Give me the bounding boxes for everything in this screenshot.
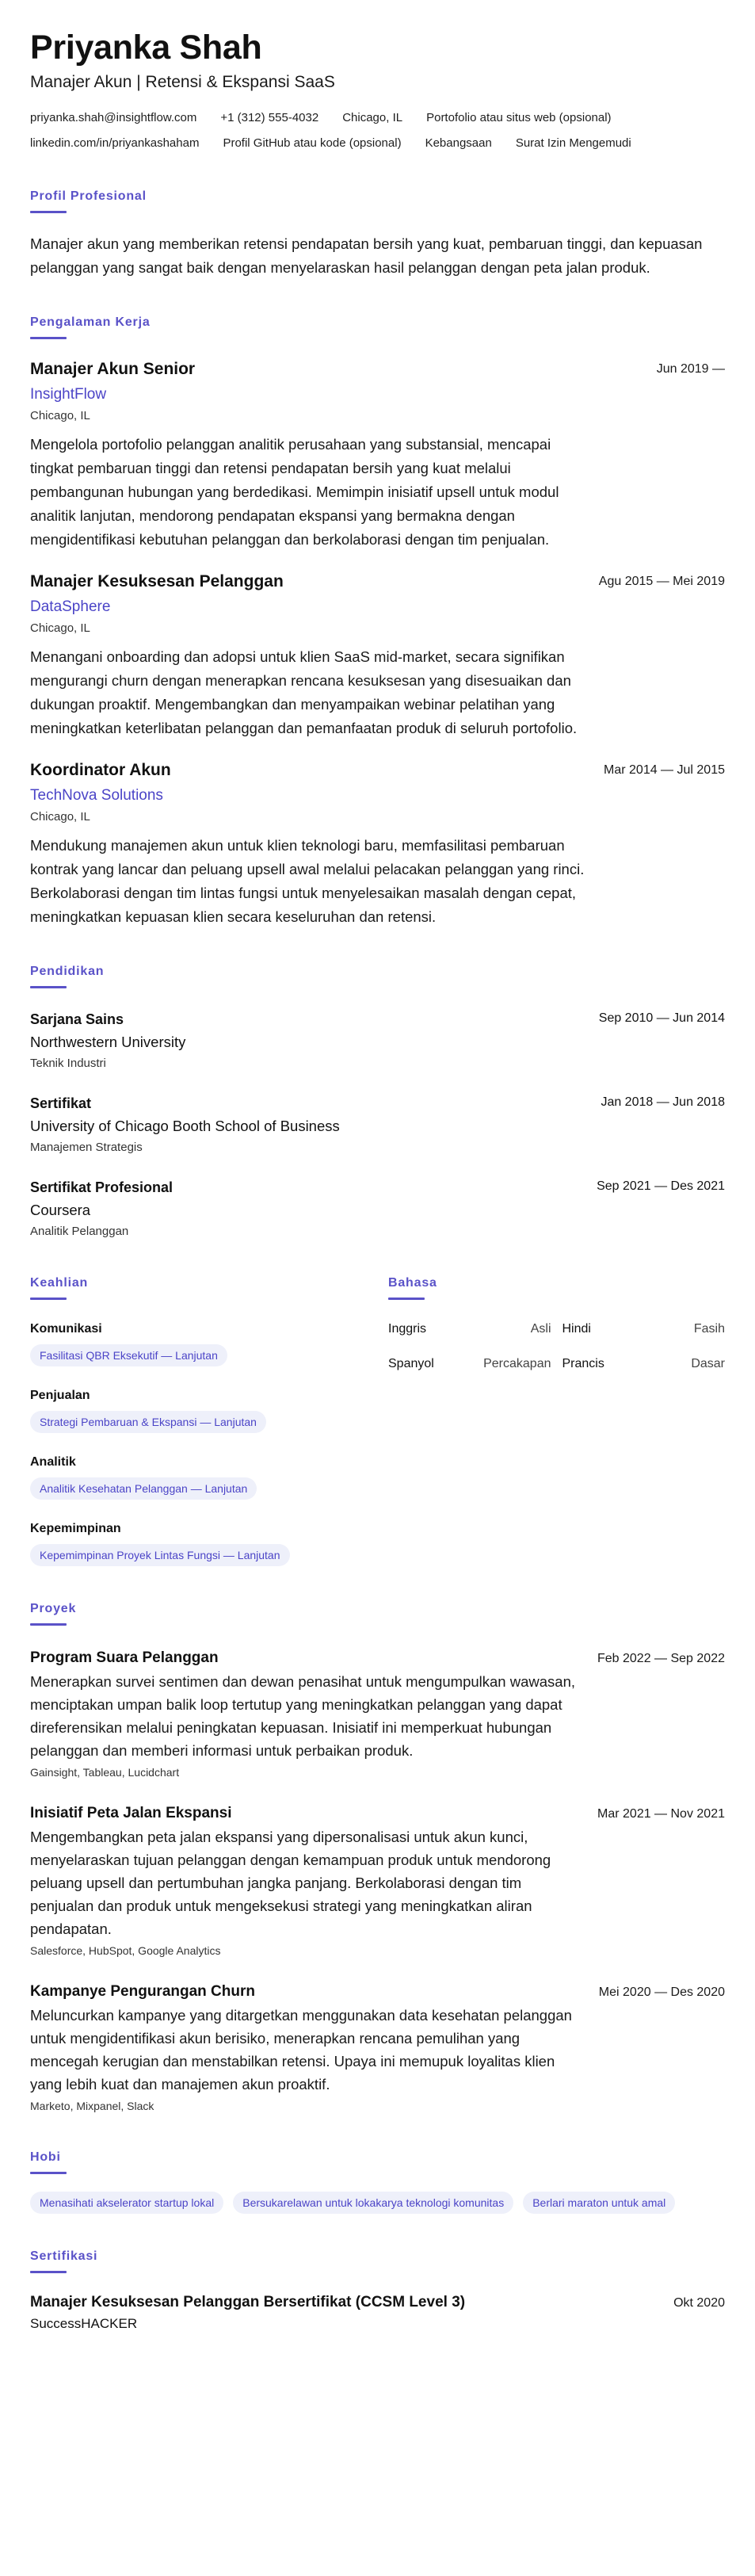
education-section — [30, 964, 725, 1240]
skill-category: Kepemimpinan — [30, 1522, 121, 1535]
section-title-languages: Bahasa — [388, 1276, 437, 1290]
language-item — [388, 1355, 551, 1373]
contact-driving-license: Surat Izin Mengemudi — [515, 136, 631, 150]
school-name: Coursera — [30, 1202, 91, 1218]
skills-languages-row — [30, 1275, 725, 1566]
project-tools: Salesforce, HubSpot, Google Analytics — [30, 1944, 221, 1957]
skill-group — [30, 1320, 388, 1366]
project-tools: Gainsight, Tableau, Lucidchart — [30, 1766, 180, 1779]
job-location: Chicago, IL — [30, 810, 90, 824]
education-date: Sep 2010 — Jun 2014 — [598, 1011, 725, 1025]
contact-location: Chicago, IL — [342, 111, 403, 124]
section-divider — [30, 1623, 67, 1626]
project-date: Mar 2021 — Nov 2021 — [597, 1807, 725, 1821]
language-level: Asli — [530, 1322, 551, 1336]
language-name: Inggris — [388, 1322, 427, 1336]
job-description: Menangani onboarding dan adopsi untuk klien SaaS mid-market, secara signifikan mengurangi churn dengan menerapkan rencana kesuksesan yang disesuaikan dan dukungan proaktif. Mengembangkan dan menyampaikan webinar pelatihan yang meningkatkan keterlibatan pelanggan dan pemanfaatan produk di seluruh portofolio. — [30, 648, 578, 736]
skill-chip: Fasilitasi QBR Eksekutif — Lanjutan — [30, 1344, 227, 1366]
project-title: Program Suara Pelanggan — [30, 1649, 219, 1666]
section-title-experience: Pengalaman Kerja — [30, 315, 151, 329]
company-name[interactable]: InsightFlow — [30, 386, 107, 403]
language-name: Spanyol — [388, 1357, 434, 1370]
project-description: Menerapkan survei sentimen dan dewan penasihat untuk mengumpulkan wawasan, menciptakan umpan balik loop tertutup yang meningkatkan pelanggan yang dapat direferensikan melalui peningkatan kepuasan. Inisiatif ini memperkuat hubungan pelanggan dan memberi informasi untuk perbaikan produk. — [30, 1673, 576, 1759]
resume-header — [30, 29, 725, 154]
section-title-hobbies: Hobi — [30, 2150, 61, 2164]
certification-date: Okt 2020 — [673, 2296, 725, 2310]
job-date: Agu 2015 — Mei 2019 — [598, 575, 725, 588]
skills-section — [30, 1275, 388, 1566]
project-entry — [30, 1982, 725, 2115]
language-item — [562, 1355, 726, 1373]
experience-entry — [30, 358, 725, 552]
skill-category: Penjualan — [30, 1389, 90, 1402]
contact-email[interactable]: priyanka.shah@insightflow.com — [30, 111, 197, 124]
job-title: Koordinator Akun — [30, 761, 171, 779]
experience-entry — [30, 759, 725, 929]
section-title-profile: Profil Profesional — [30, 189, 147, 203]
language-item — [562, 1320, 726, 1338]
contact-phone[interactable]: +1 (312) 555-4032 — [220, 111, 319, 124]
certification-title: Manajer Kesuksesan Pelanggan Bersertifikat (CCSM Level 3) — [30, 2294, 466, 2310]
study-field: Teknik Industri — [30, 1057, 106, 1070]
hobby-list — [30, 2185, 725, 2214]
section-title-education: Pendidikan — [30, 965, 105, 978]
job-description: Mengelola portofolio pelanggan analitik perusahaan yang substansial, mencapai tingkat pembaruan tinggi dan retensi pendapatan bersih yang kuat melalui pembangunan hubungan yang berdedikasi. Memimpin inisiatif upsell untuk modul analitik lanjutan, mendorong pendapatan ekspansi yang bermakna dengan mengidentifikasi kebutuhan pelanggan dan berkolaborasi dengan tim penjualan. — [30, 436, 559, 548]
profile-section — [30, 189, 725, 280]
education-date: Sep 2021 — Des 2021 — [597, 1179, 725, 1193]
hobby-chip: Menasihati akselerator startup lokal — [30, 2192, 223, 2214]
candidate-name: Priyanka Shah — [30, 29, 262, 67]
section-title-skills: Keahlian — [30, 1276, 89, 1290]
section-title-certifications: Sertifikasi — [30, 2249, 98, 2263]
language-level: Dasar — [691, 1357, 725, 1370]
job-location: Chicago, IL — [30, 621, 90, 635]
language-name: Prancis — [562, 1357, 604, 1370]
project-entry — [30, 1803, 725, 1959]
job-title: Manajer Kesuksesan Pelanggan — [30, 572, 284, 590]
education-entry — [30, 1009, 725, 1072]
job-title: Manajer Akun Senior — [30, 360, 196, 378]
section-divider — [30, 337, 67, 339]
experience-section — [30, 315, 725, 929]
section-divider — [388, 1298, 425, 1300]
hobbies-section — [30, 2150, 725, 2214]
contact-portfolio[interactable]: Portofolio atau situs web (opsional) — [426, 111, 612, 124]
project-entry — [30, 1648, 725, 1781]
job-description: Mendukung manajemen akun untuk klien teknologi baru, memfasilitasi pembaruan kontrak yang lancar dan peluang upsell awal melalui pelacakan pelanggan yang rinci. Berkolaborasi dengan tim lintas fungsi untuk menyelesaikan masalah dengan cepat, meningkatkan kepuasan klien secara keseluruhan dan retensi. — [30, 837, 585, 925]
candidate-headline: Manajer Akun | Retensi & Ekspansi SaaS — [30, 73, 335, 91]
section-title-projects: Proyek — [30, 1602, 77, 1615]
education-date: Jan 2018 — Jun 2018 — [601, 1095, 725, 1109]
section-divider — [30, 2271, 67, 2273]
section-divider — [30, 1298, 67, 1300]
study-field: Analitik Pelanggan — [30, 1225, 129, 1238]
contact-nationality: Kebangsaan — [425, 136, 492, 150]
project-description: Mengembangkan peta jalan ekspansi yang dipersonalisasi untuk akun kunci, menyelaraskan tujuan pelanggan dengan kemampuan produk untuk mendorong peluang upsell dan pertumbuhan jangka panjang. Berkolaborasi dengan tim penjualan dan produk untuk mengeksekusi strategi yang meningkatkan aliran pendapatan. — [30, 1829, 551, 1937]
school-name: University of Chicago Booth School of Business — [30, 1118, 340, 1134]
school-name: Northwestern University — [30, 1034, 186, 1050]
language-grid — [388, 1320, 725, 1390]
certification-issuer: SuccessHACKER — [30, 2316, 138, 2331]
project-title: Kampanye Pengurangan Churn — [30, 1983, 255, 2000]
language-level: Percakapan — [483, 1357, 551, 1370]
project-title: Inisiatif Peta Jalan Ekspansi — [30, 1805, 232, 1821]
skill-chip: Kepemimpinan Proyek Lintas Fungsi — Lanjutan — [30, 1544, 290, 1566]
section-divider — [30, 211, 67, 213]
company-name[interactable]: TechNova Solutions — [30, 787, 163, 804]
study-field: Manajemen Strategis — [30, 1141, 143, 1154]
section-divider — [30, 2172, 67, 2174]
language-level: Fasih — [693, 1322, 725, 1336]
project-tools: Marketo, Mixpanel, Slack — [30, 2100, 154, 2112]
project-date: Mei 2020 — Des 2020 — [598, 1986, 725, 1999]
project-date: Feb 2022 — Sep 2022 — [597, 1652, 725, 1665]
skill-group — [30, 1520, 388, 1566]
job-date: Mar 2014 — Jul 2015 — [604, 763, 725, 777]
skill-group — [30, 1387, 388, 1433]
certifications-section — [30, 2249, 725, 2333]
certification-entry — [30, 2292, 725, 2333]
hobby-chip: Bersukarelawan untuk lokakarya teknologi komunitas — [233, 2192, 513, 2214]
degree-title: Sertifikat Profesional — [30, 1179, 173, 1195]
skill-chip: Analitik Kesehatan Pelanggan — Lanjutan — [30, 1477, 257, 1500]
experience-entry — [30, 571, 725, 740]
degree-title: Sarjana Sains — [30, 1011, 124, 1027]
company-name[interactable]: DataSphere — [30, 598, 111, 615]
projects-section — [30, 1601, 725, 2115]
job-location: Chicago, IL — [30, 409, 90, 422]
contact-linkedin[interactable]: linkedin.com/in/priyankashaham — [30, 136, 200, 150]
education-entry — [30, 1093, 725, 1156]
skill-group — [30, 1454, 388, 1500]
education-entry — [30, 1177, 725, 1240]
contact-github[interactable]: Profil GitHub atau kode (opsional) — [223, 136, 402, 150]
job-date: Jun 2019 — — [656, 362, 725, 376]
section-divider — [30, 986, 67, 988]
hobby-chip: Berlari maraton untuk amal — [523, 2192, 675, 2214]
degree-title: Sertifikat — [30, 1095, 92, 1111]
skill-category: Analitik — [30, 1455, 76, 1469]
languages-section — [388, 1275, 725, 1566]
language-item — [388, 1320, 551, 1338]
profile-summary: Manajer akun yang memberikan retensi pendapatan bersih yang kuat, pembaruan tinggi, dan kepuasan pelanggan yang sangat baik dengan menyelaraskan hasil pelanggan dengan peta jalan produk. — [30, 235, 703, 276]
skill-category: Komunikasi — [30, 1322, 102, 1336]
skill-chip: Strategi Pembaruan & Ekspansi — Lanjutan — [30, 1411, 266, 1433]
contact-list — [30, 108, 725, 154]
project-description: Meluncurkan kampanye yang ditargetkan menggunakan data kesehatan pelanggan untuk mengidentifikasi akun berisiko, menerapkan rencana pemulihan yang mencegah kerugian dan menstabilkan retensi. Upaya ini memupuk loyalitas klien yang lebih kuat dan manajemen akun proaktif. — [30, 2007, 572, 2093]
language-name: Hindi — [562, 1322, 591, 1336]
